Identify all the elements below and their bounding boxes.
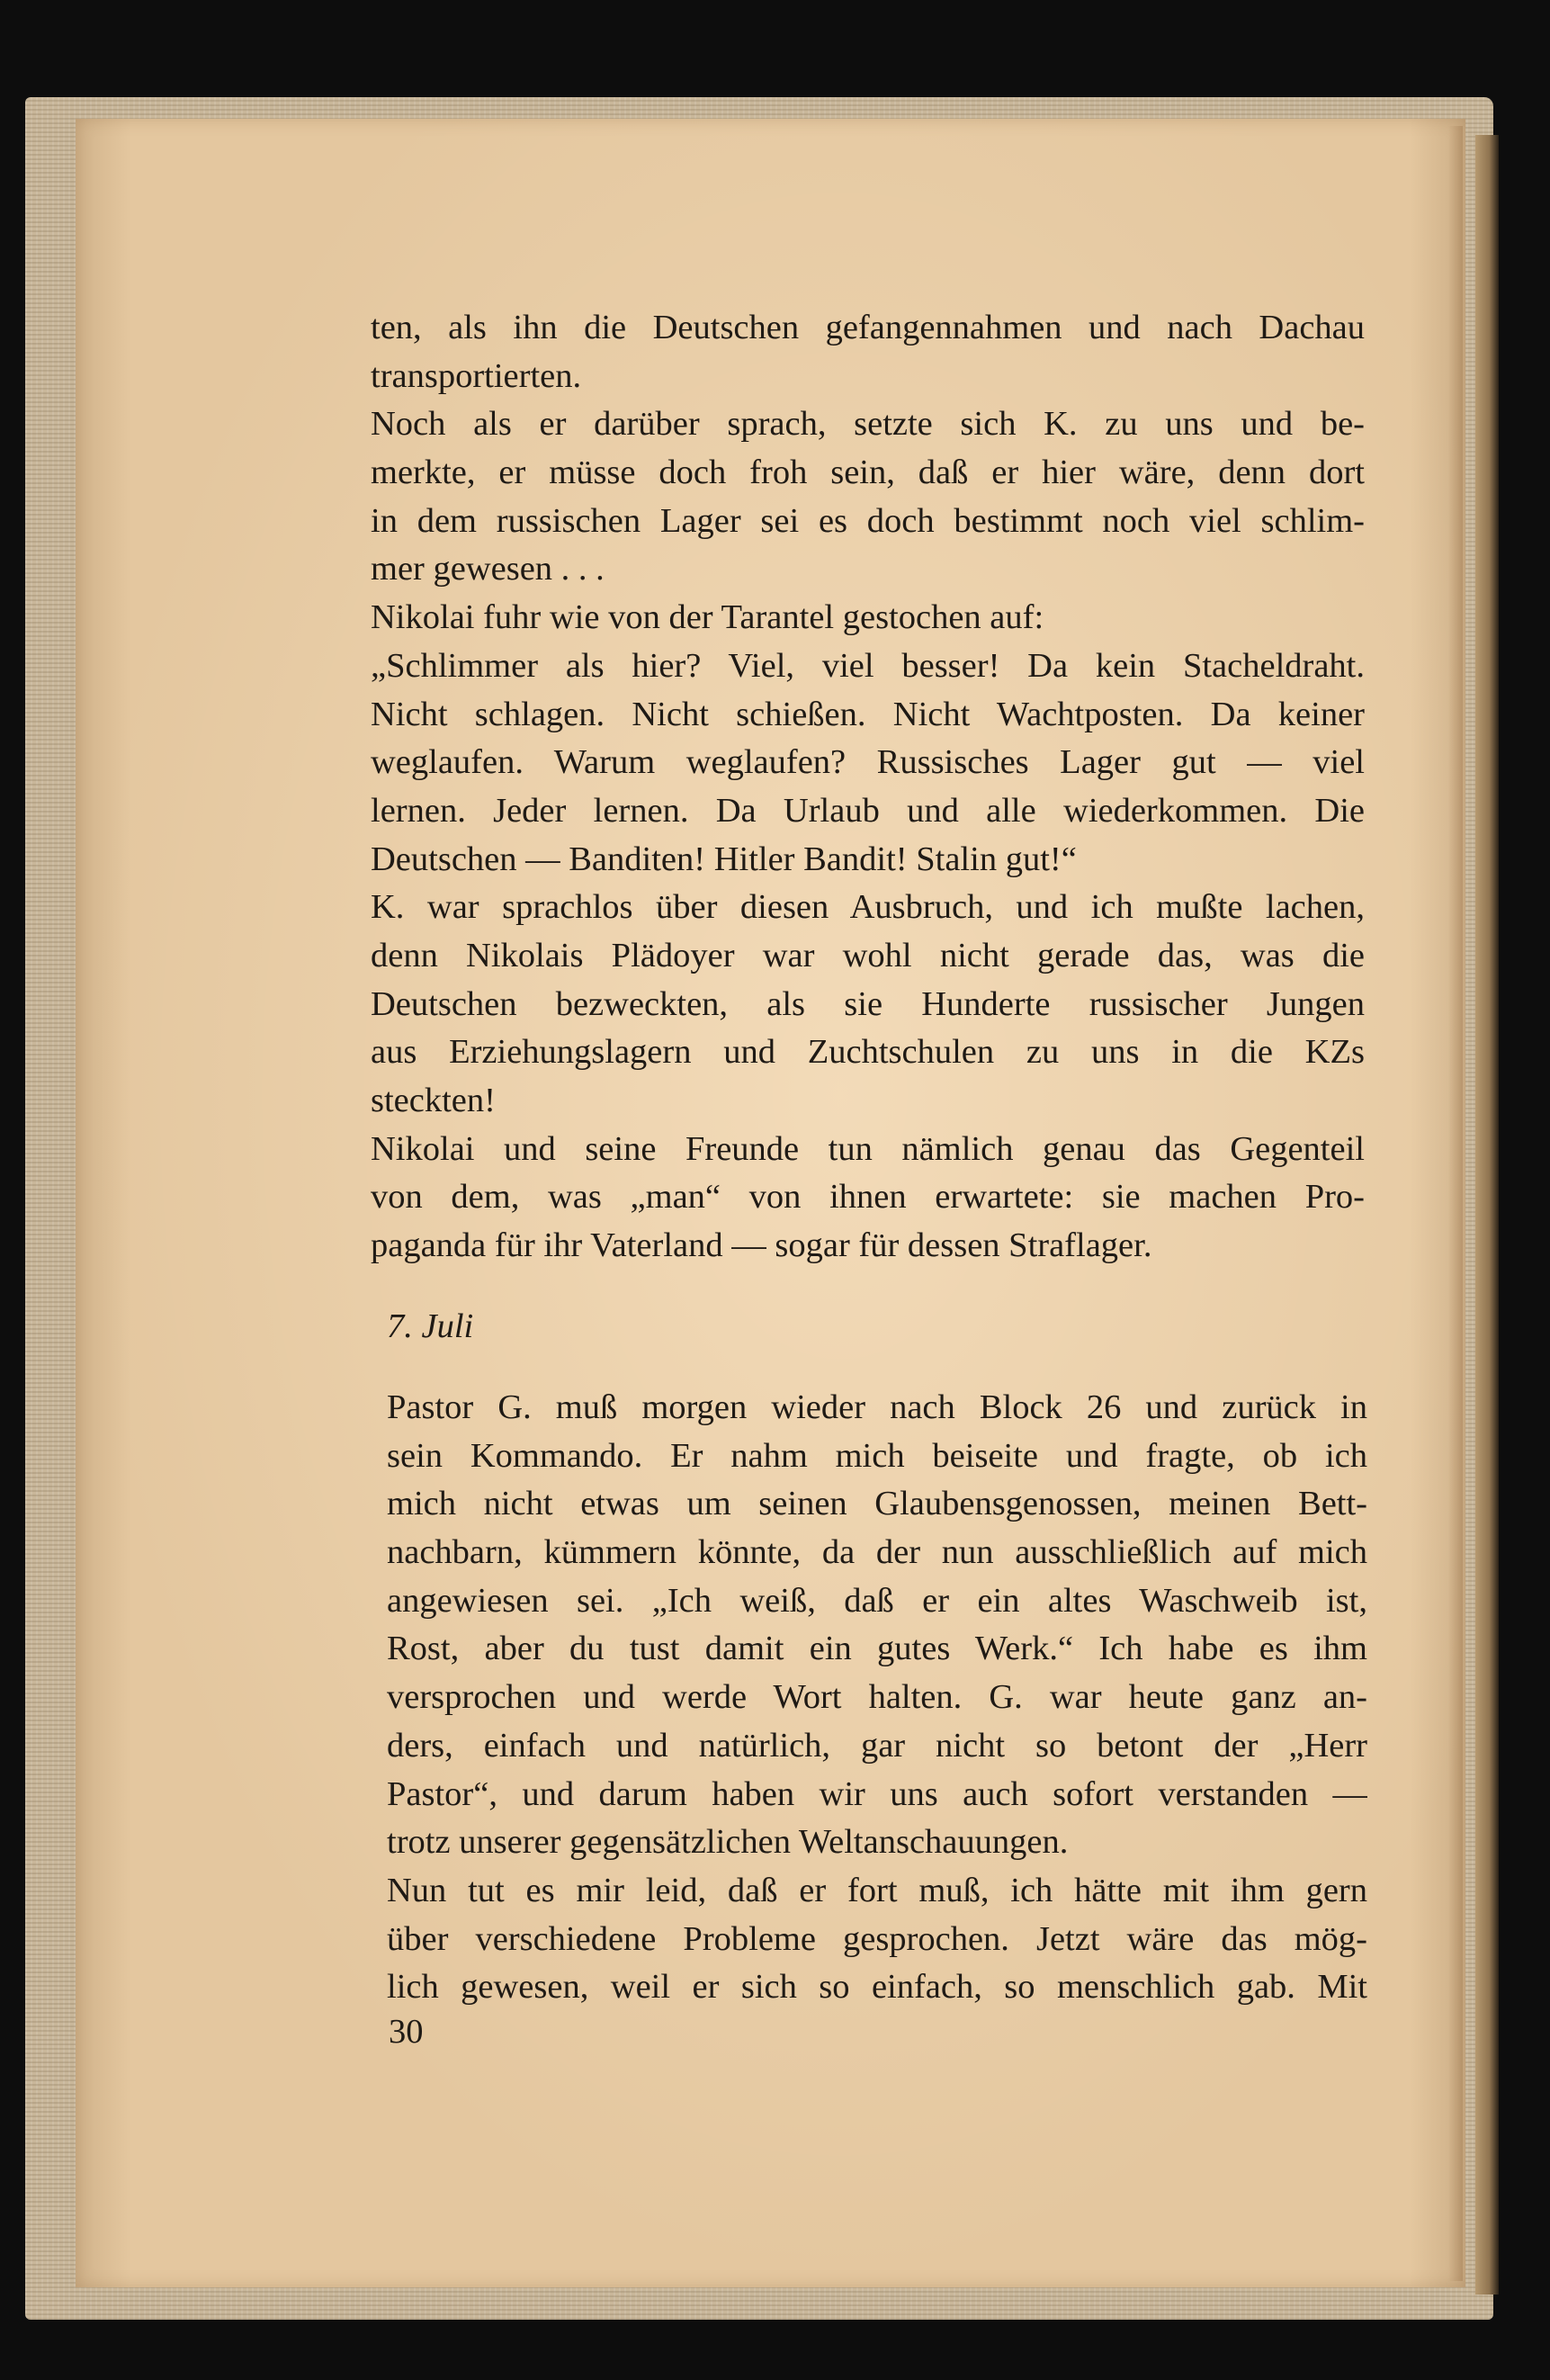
text-line: ten, als ihn die Deutschen gefangennahmen und nach Dachau <box>371 309 1365 346</box>
text-line: denn Nikolais Plädoyer war wohl nicht gerade das, was die <box>371 936 1365 974</box>
text-line: von dem, was „man“ von ihnen erwartete: sie machen Pro- <box>371 1178 1365 1217</box>
text-line: Pastor“, und darum haben wir uns auch sofort verstanden — <box>387 1774 1367 1813</box>
text-line: nachbarn, kümmern könnte, da der nun ausschließlich auf mich <box>387 1533 1367 1572</box>
text-line: paganda für ihr Vaterland — sogar für dessen Straflager. <box>371 1226 1152 1265</box>
text-line: trotz unserer gegensätzlichen Weltanschauungen. <box>387 1823 1069 1862</box>
text-line: K. war sprachlos über diesen Ausbruch, und ich mußte lachen, <box>371 888 1365 927</box>
text-line: sein Kommando. Er nahm mich beiseite und fragte, ob ich <box>387 1436 1367 1475</box>
text-line: mer gewesen . . . <box>371 550 605 588</box>
page-number: 30 <box>389 2013 424 2051</box>
text-block-top <box>371 304 1365 1271</box>
text-line: angewiesen sei. „Ich weiß, daß er ein altes Waschweib ist, <box>387 1581 1367 1620</box>
text-line: Nikolai fuhr wie von der Tarantel gestochen auf: <box>371 598 1044 637</box>
book-spine-edge <box>1475 135 1499 2295</box>
text-line: ders, einfach und natürlich, gar nicht so betont der „Herr <box>387 1726 1367 1765</box>
text-line: Deutschen — Banditen! Hitler Bandit! Stalin gut!“ <box>371 840 1077 878</box>
text-block-bottom <box>387 1384 1367 2012</box>
text-line: merkte, er müsse doch froh sein, daß er hier wäre, denn dort <box>371 454 1365 492</box>
date-heading: 7. Juli <box>387 1307 474 1345</box>
text-line: lernen. Jeder lernen. Da Urlaub und alle wiederkommen. Die <box>371 791 1365 830</box>
text-line: Rost, aber du tust damit ein gutes Werk.“ Ich habe es ihm <box>387 1630 1367 1668</box>
text-line: Nicht schlagen. Nicht schießen. Nicht Wachtposten. Da keiner <box>371 695 1365 733</box>
text-line: Deutschen bezweckten, als sie Hunderte russischer Jungen <box>371 984 1365 1023</box>
text-line: mich nicht etwas um seinen Glaubensgenossen, meinen Bett- <box>387 1485 1367 1523</box>
text-line: Nikolai und seine Freunde tun nämlich genau das Gegenteil <box>371 1129 1365 1168</box>
text-line: Noch als er darüber sprach, setzte sich K. zu uns und be- <box>371 405 1365 444</box>
text-line: steckten! <box>371 1082 496 1119</box>
text-line: in dem russischen Lager sei es doch bestimmt noch viel schlim- <box>371 501 1365 540</box>
text-line: versprochen und werde Wort halten. G. war heute ganz an- <box>387 1678 1367 1717</box>
text-line: Nun tut es mir leid, daß er fort muß, ich hätte mit ihm gern <box>387 1871 1367 1909</box>
text-line: lich gewesen, weil er sich so einfach, so menschlich gab. Mit <box>387 1968 1367 2007</box>
page-fold-shadow <box>1448 126 1463 2281</box>
text-line: aus Erziehungslagern und Zuchtschulen zu uns in die KZs <box>371 1033 1365 1072</box>
text-line: transportierten. <box>371 356 582 395</box>
text-line: „Schlimmer als hier? Viel, viel besser! Da kein Stacheldraht. <box>371 646 1365 685</box>
text-line: weglaufen. Warum weglaufen? Russisches Lager gut — viel <box>371 743 1365 782</box>
text-line: über verschiedene Probleme gesprochen. Jetzt wäre das mög- <box>387 1919 1367 1958</box>
text-line: Pastor G. muß morgen wieder nach Block 26 und zurück in <box>387 1388 1367 1426</box>
